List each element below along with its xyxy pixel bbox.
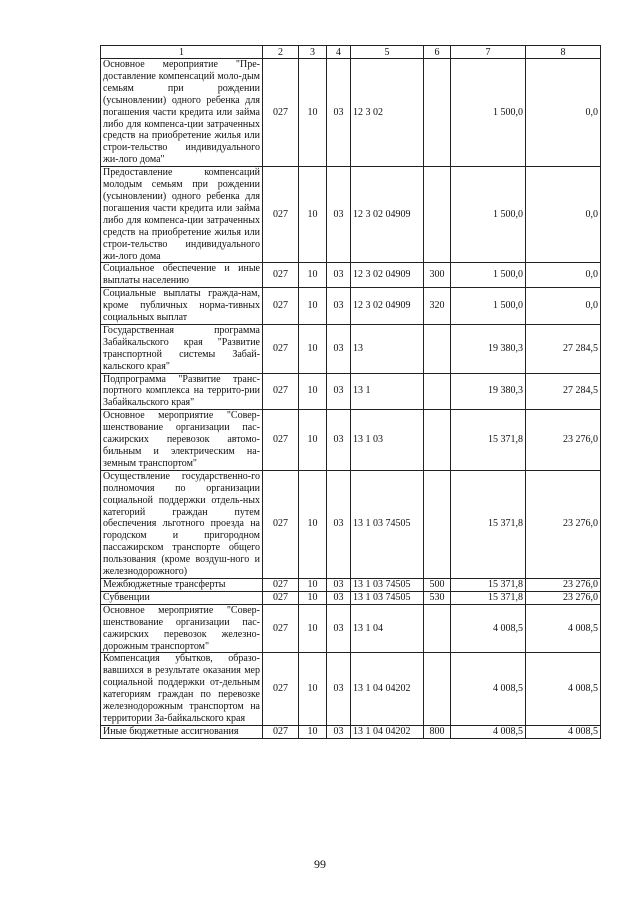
subsection-code: 03 bbox=[327, 653, 351, 725]
target-code: 13 1 03 74505 bbox=[351, 578, 424, 591]
subsection-code: 03 bbox=[327, 604, 351, 653]
ministry-code: 027 bbox=[263, 578, 299, 591]
expense-type-code: 500 bbox=[424, 578, 451, 591]
table-row bbox=[101, 167, 601, 263]
row-name: Субвенции bbox=[101, 591, 263, 604]
subsection-code: 03 bbox=[327, 410, 351, 471]
expense-type-code bbox=[424, 167, 451, 263]
header-cell: 7 bbox=[451, 46, 526, 59]
subsection-code: 03 bbox=[327, 324, 351, 373]
section-code: 10 bbox=[299, 324, 327, 373]
amount-col8: 23 276,0 bbox=[526, 591, 601, 604]
amount-col8: 23 276,0 bbox=[526, 578, 601, 591]
amount-col8: 23 276,0 bbox=[526, 410, 601, 471]
row-name: Основное мероприятие "Пре-доставление компенсаций моло-дым семьям при рождении (усыновлении) одного ребенка для погашения части кредита или займа либо для компенса-ции затраченных средств на приобретение жилья или строи-тельство индивидуального жи-лого дома" bbox=[101, 59, 263, 167]
target-code: 12 3 02 04909 bbox=[351, 167, 424, 263]
table-row bbox=[101, 59, 601, 167]
amount-col7: 15 371,8 bbox=[451, 410, 526, 471]
row-name: Предоставление компенсаций молодым семьям при рождении (усыновлении) одного ребенка для погашения части кредита или займа либо для компенса-ции затраченных средств на приобретение жилья или строи-тельство индивидуального жи-лого дома bbox=[101, 167, 263, 263]
section-code: 10 bbox=[299, 167, 327, 263]
ministry-code: 027 bbox=[263, 653, 299, 725]
row-name: Компенсация убытков, образо-вавшихся в результате оказания мер социальной поддержки от-дельным категориям граждан по перевозке железнодорожным транспортом на территории За-байкальского края bbox=[101, 653, 263, 725]
row-name: Подпрограмма "Развитие транс-портного комплекса на террито-рии Забайкальского края" bbox=[101, 373, 263, 410]
header-cell: 8 bbox=[526, 46, 601, 59]
subsection-code: 03 bbox=[327, 591, 351, 604]
amount-col8: 0,0 bbox=[526, 59, 601, 167]
ministry-code: 027 bbox=[263, 725, 299, 738]
row-name: Социальное обеспечение и иные выплаты населению bbox=[101, 263, 263, 288]
expense-type-code bbox=[424, 470, 451, 578]
amount-col8: 4 008,5 bbox=[526, 653, 601, 725]
amount-col7: 19 380,3 bbox=[451, 324, 526, 373]
section-code: 10 bbox=[299, 410, 327, 471]
subsection-code: 03 bbox=[327, 373, 351, 410]
target-code: 13 bbox=[351, 324, 424, 373]
expense-type-code bbox=[424, 59, 451, 167]
subsection-code: 03 bbox=[327, 470, 351, 578]
amount-col8: 4 008,5 bbox=[526, 604, 601, 653]
row-name: Иные бюджетные ассигнования bbox=[101, 725, 263, 738]
section-code: 10 bbox=[299, 288, 327, 325]
amount-col7: 4 008,5 bbox=[451, 604, 526, 653]
section-code: 10 bbox=[299, 578, 327, 591]
table-row bbox=[101, 288, 601, 325]
ministry-code: 027 bbox=[263, 410, 299, 471]
section-code: 10 bbox=[299, 591, 327, 604]
ministry-code: 027 bbox=[263, 324, 299, 373]
subsection-code: 03 bbox=[327, 167, 351, 263]
expense-type-code bbox=[424, 653, 451, 725]
table-row bbox=[101, 373, 601, 410]
amount-col7: 15 371,8 bbox=[451, 578, 526, 591]
target-code: 13 1 03 74505 bbox=[351, 470, 424, 578]
subsection-code: 03 bbox=[327, 263, 351, 288]
subsection-code: 03 bbox=[327, 288, 351, 325]
table-row bbox=[101, 604, 601, 653]
target-code: 13 1 03 bbox=[351, 410, 424, 471]
header-cell: 3 bbox=[299, 46, 327, 59]
budget-table bbox=[100, 45, 601, 739]
table-header-row bbox=[101, 46, 601, 59]
row-name: Основное мероприятие "Совер-шенствование организации пас-сажирских перевозок автомо-бильным и электрическим на-земным транспортом" bbox=[101, 410, 263, 471]
ministry-code: 027 bbox=[263, 591, 299, 604]
header-cell: 4 bbox=[327, 46, 351, 59]
amount-col8: 4 008,5 bbox=[526, 725, 601, 738]
target-code: 12 3 02 bbox=[351, 59, 424, 167]
amount-col8: 27 284,5 bbox=[526, 373, 601, 410]
target-code: 12 3 02 04909 bbox=[351, 288, 424, 325]
amount-col8: 0,0 bbox=[526, 263, 601, 288]
amount-col7: 1 500,0 bbox=[451, 263, 526, 288]
table-row bbox=[101, 470, 601, 578]
section-code: 10 bbox=[299, 470, 327, 578]
target-code: 13 1 04 04202 bbox=[351, 725, 424, 738]
amount-col8: 0,0 bbox=[526, 288, 601, 325]
expense-type-code bbox=[424, 604, 451, 653]
ministry-code: 027 bbox=[263, 288, 299, 325]
table-row bbox=[101, 410, 601, 471]
row-name: Осуществление государственно-го полномочия по организации социальной поддержки отдель-ных категорий граждан путем обеспечения льготного проезда на городском и пригородном пассажирском транспорте общего пользования (кроме воздуш-ного и железнодорожного) bbox=[101, 470, 263, 578]
table-row bbox=[101, 653, 601, 725]
table-row bbox=[101, 324, 601, 373]
amount-col8: 0,0 bbox=[526, 167, 601, 263]
amount-col7: 1 500,0 bbox=[451, 167, 526, 263]
table-row bbox=[101, 263, 601, 288]
target-code: 13 1 03 74505 bbox=[351, 591, 424, 604]
row-name: Межбюджетные трансферты bbox=[101, 578, 263, 591]
ministry-code: 027 bbox=[263, 604, 299, 653]
table-row bbox=[101, 578, 601, 591]
amount-col7: 1 500,0 bbox=[451, 288, 526, 325]
subsection-code: 03 bbox=[327, 578, 351, 591]
header-cell: 2 bbox=[263, 46, 299, 59]
section-code: 10 bbox=[299, 263, 327, 288]
row-name: Социальные выплаты гражда-нам, кроме публичных норма-тивных социальных выплат bbox=[101, 288, 263, 325]
target-code: 12 3 02 04909 bbox=[351, 263, 424, 288]
expense-type-code: 300 bbox=[424, 263, 451, 288]
expense-type-code bbox=[424, 324, 451, 373]
ministry-code: 027 bbox=[263, 59, 299, 167]
amount-col7: 4 008,5 bbox=[451, 653, 526, 725]
target-code: 13 1 bbox=[351, 373, 424, 410]
amount-col7: 15 371,8 bbox=[451, 470, 526, 578]
page-number: 99 bbox=[314, 857, 326, 871]
ministry-code: 027 bbox=[263, 263, 299, 288]
amount-col8: 23 276,0 bbox=[526, 470, 601, 578]
target-code: 13 1 04 04202 bbox=[351, 653, 424, 725]
section-code: 10 bbox=[299, 725, 327, 738]
expense-type-code: 320 bbox=[424, 288, 451, 325]
header-cell: 5 bbox=[351, 46, 424, 59]
header-cell: 6 bbox=[424, 46, 451, 59]
table-row bbox=[101, 591, 601, 604]
expense-type-code: 530 bbox=[424, 591, 451, 604]
subsection-code: 03 bbox=[327, 725, 351, 738]
ministry-code: 027 bbox=[263, 167, 299, 263]
amount-col7: 19 380,3 bbox=[451, 373, 526, 410]
section-code: 10 bbox=[299, 59, 327, 167]
expense-type-code: 800 bbox=[424, 725, 451, 738]
amount-col7: 15 371,8 bbox=[451, 591, 526, 604]
table-row bbox=[101, 725, 601, 738]
subsection-code: 03 bbox=[327, 59, 351, 167]
row-name: Государственная программа Забайкальского края "Развитие транспортной системы Забай-кальского края" bbox=[101, 324, 263, 373]
row-name: Основное мероприятие "Совер-шенствование организации пас-сажирских перевозок железно-дорожным транспортом" bbox=[101, 604, 263, 653]
amount-col7: 1 500,0 bbox=[451, 59, 526, 167]
section-code: 10 bbox=[299, 653, 327, 725]
ministry-code: 027 bbox=[263, 373, 299, 410]
amount-col7: 4 008,5 bbox=[451, 725, 526, 738]
ministry-code: 027 bbox=[263, 470, 299, 578]
section-code: 10 bbox=[299, 373, 327, 410]
expense-type-code bbox=[424, 410, 451, 471]
target-code: 13 1 04 bbox=[351, 604, 424, 653]
header-cell: 1 bbox=[101, 46, 263, 59]
section-code: 10 bbox=[299, 604, 327, 653]
expense-type-code bbox=[424, 373, 451, 410]
amount-col8: 27 284,5 bbox=[526, 324, 601, 373]
